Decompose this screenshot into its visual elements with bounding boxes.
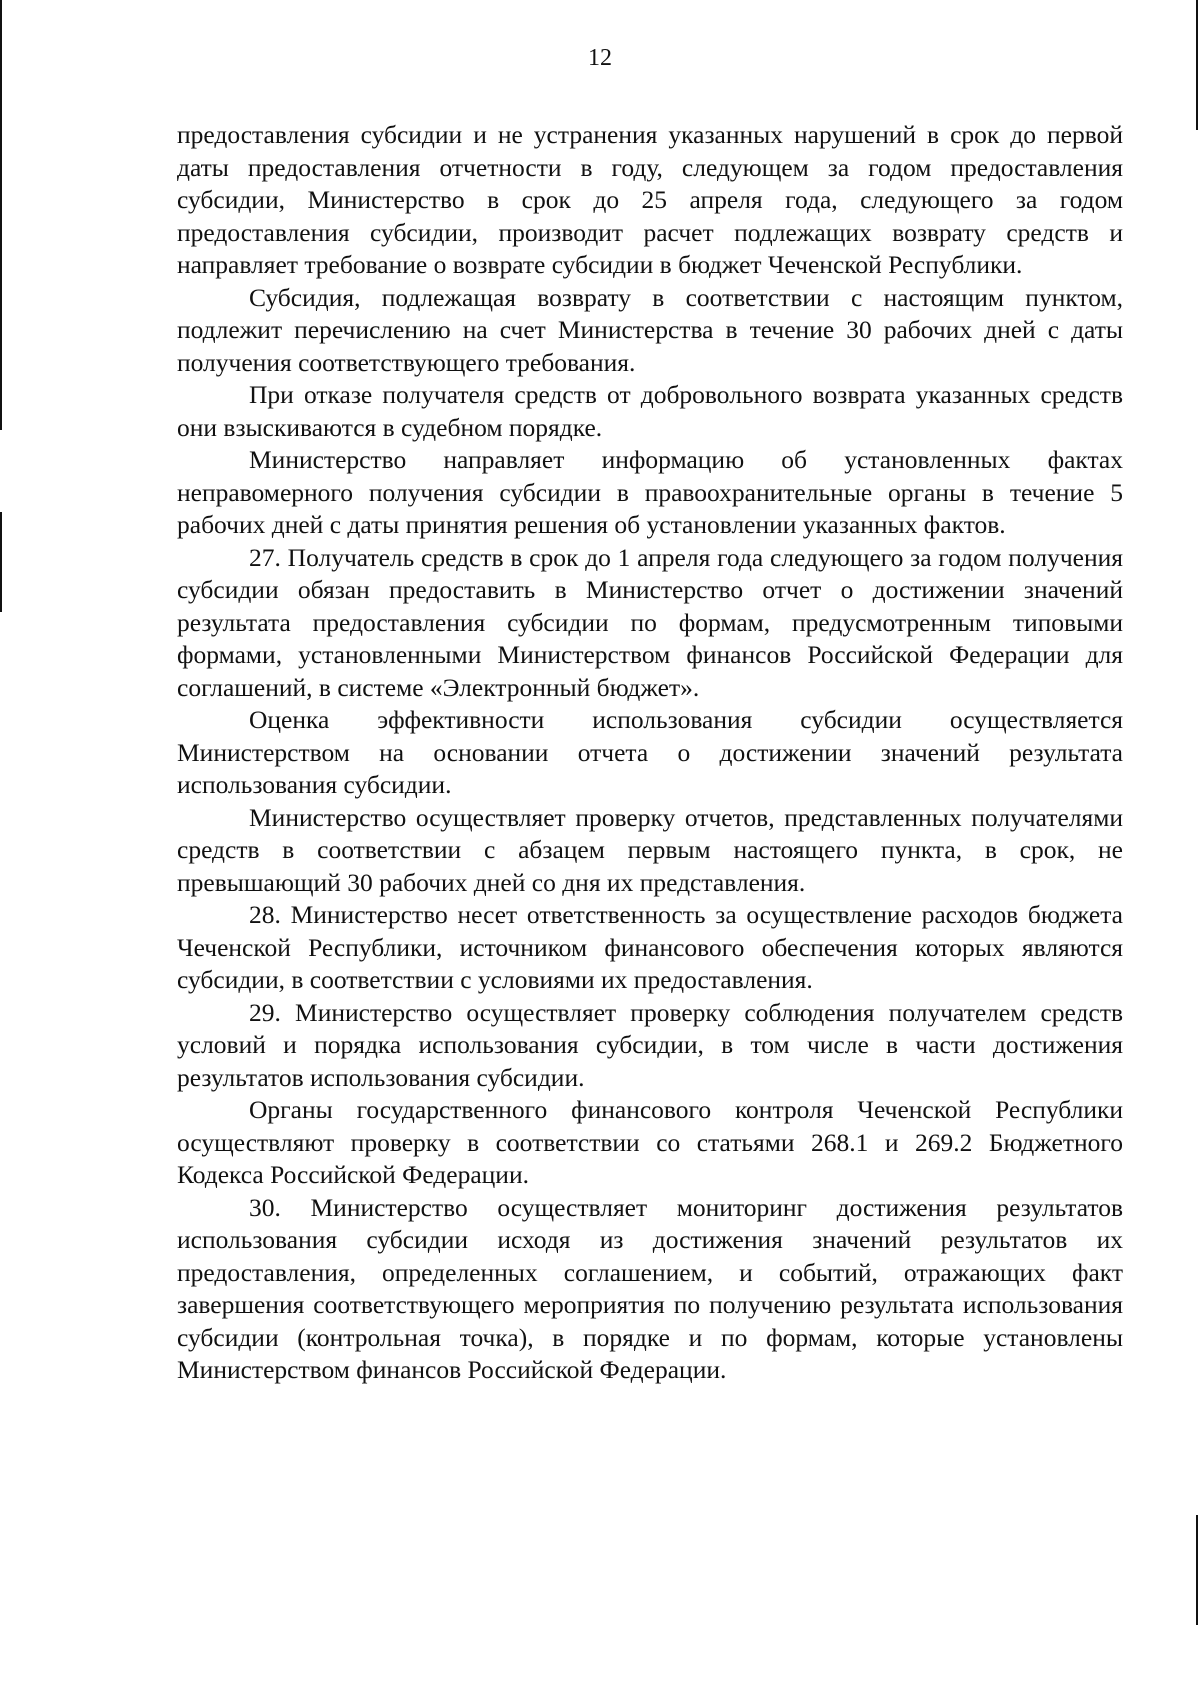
paragraph-efficiency-assessment: Оценка эффективности использования субсидии осуществляется Министерством на основании отчета о достижении значений результата использования субсидии. <box>177 705 1123 799</box>
paragraph-clause-27: 27. Получатель средств в срок до 1 апреля года следующего за годом получения субсидии обязан предоставить в Министерство отчет о достижении значений результата предоставления субсидии по формам, предусмотренным типовыми формами, установленными Министерством финансов Российской Федерации для соглашений, в системе «Электронный бюджет». <box>177 542 1123 702</box>
page-number: 12 <box>588 45 612 71</box>
document-body <box>177 119 1123 1387</box>
paragraph-clause-28: 28. Министерство несет ответственность за осуществление расходов бюджета Чеченской Республики, источником финансового обеспечения которых являются субсидии, в соответствии с условиями их предоставления. <box>177 900 1123 994</box>
paragraph-clause-30: 30. Министерство осуществляет мониторинг достижения результатов использования субсидии исходя из достижения значений результатов их предоставления, определенных соглашением, и событий, отражающих факт завершения соответствующего мероприятия по получению результата использования субсидии (контрольная точка), в порядке и по формам, которые установлены Министерством финансов Российской Федерации. <box>177 1192 1123 1384</box>
paragraph-report-check: Министерство осуществляет проверку отчетов, представленных получателями средств в соответствии с абзацем первым настоящего пункта, в срок, не превышающий 30 рабочих дней со дня их представления. <box>177 802 1123 897</box>
paragraph-voluntary-refusal: При отказе получателя средств от добровольного возврата указанных средств они взыскиваются в судебном порядке. <box>177 380 1123 442</box>
paragraph-subsidy-return: Субсидия, подлежащая возврату в соответствии с настоящим пунктом, подлежит перечислению на счет Министерства в течение 30 рабочих дней с даты получения соответствующего требования. <box>177 282 1123 377</box>
paragraph-law-enforcement: Министерство направляет информацию об установленных фактах неправомерного получения субсидии в правоохранительные органы в течение 5 рабочих дней с даты принятия решения об установлении указанных фактов. <box>177 445 1123 539</box>
paragraph-financial-control: Органы государственного финансового контроля Чеченской Республики осуществляют проверку в соответствии со статьями 268.1 и 269.2 Бюджетного Кодекса Российской Федерации. <box>177 1095 1123 1189</box>
scan-edge-mark-right-bottom <box>1196 1515 1198 1625</box>
paragraph-continuation: предоставления субсидии и не устранения указанных нарушений в срок до первой даты предоставления отчетности в году, следующем за годом предоставления субсидии, Министерство в срок до 25 апреля года, следующего за годом предоставления субсидии, производит расчет подлежащих возврату средств и направляет требование о возврате субсидии в бюджет Чеченской Республики. <box>177 120 1123 279</box>
paragraph-clause-29: 29. Министерство осуществляет проверку соблюдения получателем средств условий и порядка использования субсидии, в том числе в части достижения результатов использования субсидии. <box>177 997 1123 1092</box>
scan-edge-mark-left-middle <box>0 512 2 612</box>
